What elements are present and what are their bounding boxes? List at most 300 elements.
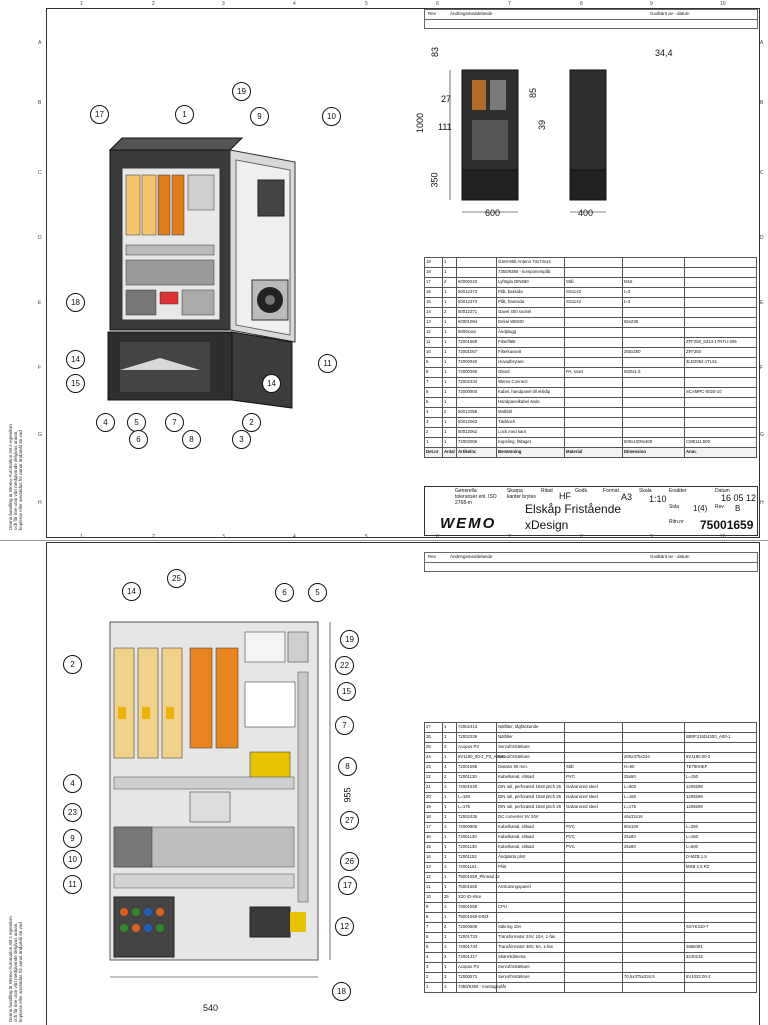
callout-26: 26 [340, 852, 359, 871]
bom-cell-pos: 6 [425, 388, 443, 398]
bom-row [425, 338, 757, 348]
bom-cell-dim: 80x100 [623, 823, 685, 833]
bom-cell-qty: 1 [443, 793, 457, 803]
bom-cell-art: 72001733 [457, 933, 497, 943]
bom-cell-mat: PVC [565, 823, 623, 833]
bom-cell-desc: Ändplatta plint [497, 853, 565, 863]
bom-cell-pos: 12 [425, 873, 443, 883]
bom-header-dim: Dimension [623, 448, 685, 458]
bom-row [425, 983, 757, 993]
bom-cell-note [685, 913, 757, 923]
bom-cell-mat: SS1142 [565, 298, 623, 308]
bom-cell-note [685, 308, 757, 318]
callout-3: 3 [232, 430, 251, 449]
bom-cell-dim [623, 418, 685, 428]
bom-cell-desc: Kabelkanal, slitsad [497, 773, 565, 783]
bom-cell-dim [623, 873, 685, 883]
callout-5: 5 [127, 413, 146, 432]
bom-cell-note [685, 903, 757, 913]
bom-cell-desc: Motbläl [497, 408, 565, 418]
callout-8: 8 [338, 757, 357, 776]
bom-cell-pos: 25 [425, 743, 443, 753]
bom-cell-mat [565, 338, 623, 348]
row-label: H [38, 500, 42, 506]
callout-10: 10 [322, 107, 341, 126]
bom-cell-art: Acopos P3 [457, 743, 497, 753]
bom-cell-dim: 25x80 [623, 843, 685, 853]
bom-cell-art: 72000905 [457, 823, 497, 833]
approved-label: Godkänt av - datum [650, 554, 690, 559]
bom-cell-art: 75001659-DIN3 [457, 913, 497, 923]
bom-cell-dim: 600x1000x400 [623, 438, 685, 448]
bom-cell-qty: 2 [443, 743, 457, 753]
bom-cell-qty: 1 [443, 438, 457, 448]
bom-cell-mat [565, 863, 623, 873]
bom-cell-note: 1206599 [685, 803, 757, 813]
bom-cell-qty: 1 [443, 298, 457, 308]
bom-cell-desc: Servoförstärkare [497, 973, 565, 983]
bom-cell-art: X20 IO-slice [457, 893, 497, 903]
bom-cell-art: 7350/9390 - montageplåt [457, 983, 497, 993]
bom-cell-art: 72000940 [457, 358, 497, 368]
bom-cell-note: TE790HEF [685, 763, 757, 773]
bom-row [425, 308, 757, 318]
callout-9: 9 [250, 107, 269, 126]
bom-cell-dim [623, 923, 685, 933]
bom-cell-mat: PVC [565, 833, 623, 843]
bom-cell-mat [565, 853, 623, 863]
bom-cell-mat [565, 953, 623, 963]
dim-39: 39 [537, 119, 548, 131]
bom-header-pos: Det.nr [425, 448, 443, 458]
bom-row [425, 763, 757, 773]
bom-cell-dim: M20x1.5 [623, 368, 685, 378]
bom-cell-desc: Lyftögla DIN580 [497, 278, 565, 288]
bom-cell-pos: 3 [425, 418, 443, 428]
bom-cell-desc: Transformator 48V, 5A, 1-fas [497, 943, 565, 953]
bom-cell-pos: 9 [425, 903, 443, 913]
bom-cell-art: 72001317 [457, 953, 497, 963]
bom-cell-dim: L=175 [623, 803, 685, 813]
bom-row [425, 913, 757, 923]
bom-cell-note [685, 983, 757, 993]
bom-cell-art: 73001558 [457, 903, 497, 913]
tolerance-label: Generella toleranser enl. ISO 2768-m [455, 488, 497, 506]
bom-cell-art: 72001130 [457, 843, 497, 853]
bom-cell-qty: 1 [443, 803, 457, 813]
bom-cell-mat [565, 438, 623, 448]
bom-cell-desc: DIN rail, perforated 15x8 pitch 25 [497, 803, 565, 813]
bom-cell-mat [565, 388, 623, 398]
bom-cell-note [685, 883, 757, 893]
bom-cell-art: 72000900 [457, 388, 497, 398]
dim-540: 540 [203, 1003, 219, 1013]
bom-cell-desc: Skärmklämma [497, 953, 565, 963]
bom-cell-desc: Ändplugg [497, 328, 565, 338]
bom-cell-qty: 1 [443, 318, 457, 328]
bom-table-2 [424, 722, 757, 993]
bom-cell-art: 72002434 [457, 378, 497, 388]
bom-row [425, 418, 757, 428]
bom-cell-note [685, 933, 757, 943]
row-label: B [760, 100, 764, 106]
bom-cell-note [685, 408, 757, 418]
bom-cell-desc: Plåt, framsida [497, 298, 565, 308]
bom-cell-dim [623, 408, 685, 418]
bom-row [425, 963, 757, 973]
bom-cell-qty: 1 [443, 428, 457, 438]
bom-cell-qty: 2 [443, 278, 457, 288]
format-value: A3 [621, 492, 633, 502]
bom-cell-art: 50012055 [457, 408, 497, 418]
bom-row [425, 953, 757, 963]
date-label: Datum [715, 488, 730, 494]
bom-row [425, 823, 757, 833]
col-label: 9 [650, 534, 653, 540]
bom-cell-note [685, 723, 757, 733]
dim-111: 111 [438, 122, 452, 132]
bom-row [425, 783, 757, 793]
dim-27: 27 [441, 94, 452, 104]
bom-row [425, 973, 757, 983]
bom-cell-qty: 2 [443, 923, 457, 933]
bom-cell-qty: 1 [443, 863, 457, 873]
bom-cell-desc: CPU [497, 903, 565, 913]
bom-cell-pos: 19 [425, 803, 443, 813]
bom-cell-mat [565, 378, 623, 388]
callout-7: 7 [165, 413, 184, 432]
bom-cell-note [685, 893, 757, 903]
bom-cell-dim: t=3 [623, 298, 685, 308]
bom-cell-art: 72001595 [457, 763, 497, 773]
bom-cell-qty: 1 [443, 268, 457, 278]
bom-row [425, 883, 757, 893]
bom-cell-desc: Kapsling, fältaget [497, 438, 565, 448]
row-label: C [760, 170, 764, 176]
bom-cell-art: 50012062 [457, 428, 497, 438]
bom-cell-mat [565, 893, 623, 903]
bom-cell-mat [565, 723, 623, 733]
col-label: 9 [650, 1, 653, 7]
callout-11: 11 [318, 354, 337, 373]
bom-cell-desc: Huvudbrytare [497, 358, 565, 368]
row-label: F [38, 365, 42, 371]
callout-22: 22 [335, 656, 354, 675]
bom-cell-art: 50012063 [457, 418, 497, 428]
scale-value: 1:10 [649, 494, 667, 504]
bom-cell-desc: Lock med kant [497, 428, 565, 438]
bom-cell-art: L=150 [457, 793, 497, 803]
bom-cell-qty: 1 [443, 378, 457, 388]
approved-label: Godk. [575, 488, 589, 494]
bom-cell-dim [623, 743, 685, 753]
bom-cell-dim [623, 943, 685, 953]
bom-cell-note [685, 428, 757, 438]
replaces-label: Ersätter [669, 488, 687, 494]
bom-cell-pos: 24 [425, 753, 443, 763]
bom-cell-pos: 27 [425, 723, 443, 733]
bom-cell-dim [623, 428, 685, 438]
bom-cell-desc: Servoförstärkare [497, 743, 565, 753]
cabinet-isometric-drawing [60, 80, 380, 460]
bom-cell-desc: DIN rail, perforated 15x8 pitch 25 [497, 783, 565, 793]
date-value: 16 05 12 [721, 493, 757, 503]
bom-cell-desc: 7350/9390 - komponentplåt [497, 268, 565, 278]
bom-cell-qty: 2 [443, 308, 457, 318]
bom-cell-pos: 8 [425, 913, 443, 923]
bom-cell-mat [565, 883, 623, 893]
bom-cell-qty: 1 [443, 338, 457, 348]
drawing-number: 75001659 [700, 518, 754, 532]
callout-2: 2 [242, 413, 261, 432]
bom-cell-qty: 1 [443, 418, 457, 428]
bom-cell-art: 72001734 [457, 943, 497, 953]
row-label: A [38, 40, 42, 46]
bom-cell-art: 72001151 [457, 863, 497, 873]
bom-cell-dim [623, 308, 685, 318]
bom-row [425, 853, 757, 863]
callout-4: 4 [96, 413, 115, 432]
bom-cell-desc: Distans 90 mm. [497, 763, 565, 773]
bom-cell-desc: Anslutningspanel [497, 883, 565, 893]
bom-cell-pos: 21 [425, 783, 443, 793]
bom-cell-art: 72001669 [457, 338, 497, 348]
callout-19: 19 [232, 82, 251, 101]
bom-cell-note [685, 743, 757, 753]
bom-cell-qty: 1 [443, 723, 457, 733]
row-label: H [760, 500, 764, 506]
bom-cell-qty: 1 [443, 933, 457, 943]
bom-table-1 [424, 257, 757, 458]
bom-cell-note [685, 278, 757, 288]
bom-cell-pos: 8 [425, 368, 443, 378]
bom-cell-desc: Kabelkanal, slitsad [497, 843, 565, 853]
bom-cell-pos: 14 [425, 853, 443, 863]
surface-label: Skarpa kanter brytes [507, 488, 536, 500]
bom-cell-qty: 2 [443, 408, 457, 418]
col-label: 2 [152, 1, 155, 7]
bom-cell-note [685, 318, 757, 328]
bom-cell-mat: Stål [565, 763, 623, 773]
bom-row [425, 378, 757, 388]
bom-cell-desc: Servoförstärkare [497, 753, 565, 763]
col-label: 5 [365, 534, 368, 540]
bom-cell-qty: 3 [443, 763, 457, 773]
col-label: 6 [436, 1, 439, 7]
bom-cell-dim: 25x60 [623, 773, 685, 783]
bom-cell-mat [565, 753, 623, 763]
bom-row [425, 408, 757, 418]
bom-cell-pos: 17 [425, 823, 443, 833]
bom-row [425, 873, 757, 883]
callout-18: 18 [66, 293, 85, 312]
bom-cell-art: 8V1180_00-2_P3_ASM1 [457, 753, 497, 763]
bom-cell-note: 8V1180.00-2 [685, 753, 757, 763]
row-label: B [38, 100, 42, 106]
bom-cell-note: 2868491 [685, 943, 757, 953]
bom-cell-art: 72001057 [457, 348, 497, 358]
bom-cell-pos: 3 [425, 963, 443, 973]
ownership-note: Denna handling är Wemo-Automation AB:s egendom och får inte utan vårt medgivande delgivas annan, kopieras eller användas för annat ändamål än vad [8, 424, 23, 530]
callout-18: 18 [332, 982, 351, 1001]
col-label: 4 [293, 1, 296, 7]
bom-row [425, 793, 757, 803]
column-ruler [0, 534, 768, 542]
bom-cell-desc: Filterkassett [497, 348, 565, 358]
bom-cell-qty: 1 [443, 963, 457, 973]
bom-cell-note: ZFF250 [685, 348, 757, 358]
bom-cell-dim [623, 953, 685, 963]
bom-cell-pos: 18 [425, 813, 443, 823]
bom-cell-dim: 46x32x16 [623, 813, 685, 823]
bom-cell-desc [497, 873, 565, 883]
bom-cell-qty: 1 [443, 903, 457, 913]
callout-9: 9 [63, 829, 82, 848]
bom-row [425, 288, 757, 298]
bom-header-note: Anm. [685, 448, 757, 458]
bom-cell-pos: 7 [425, 923, 443, 933]
bom-cell-dim [623, 983, 685, 993]
bom-cell-note: 1206599 [685, 793, 757, 803]
bom-cell-note [685, 378, 757, 388]
bom-cell-mat [565, 983, 623, 993]
bom-row [425, 923, 757, 933]
rev-value: B [735, 504, 741, 513]
bom-cell-mat [565, 318, 623, 328]
bom-cell-pos: 1 [425, 438, 443, 448]
bom-row [425, 368, 757, 378]
bom-cell-pos: 2 [425, 973, 443, 983]
bom-cell-mat [565, 943, 623, 953]
col-label: 7 [508, 1, 511, 7]
bom-cell-note [685, 963, 757, 973]
row-ruler-left [38, 0, 46, 540]
bom-cell-desc: DIN rail, perforated 15x8 pitch 25 [497, 793, 565, 803]
col-label: 3 [222, 534, 225, 540]
bom-cell-dim: 25x80 [623, 833, 685, 843]
bom-cell-dim [623, 358, 685, 368]
bom-row [425, 298, 757, 308]
bom-cell-mat [565, 973, 623, 983]
bom-cell-qty: 1 [443, 328, 457, 338]
bom-cell-art: 6000xxxx [457, 328, 497, 338]
bom-cell-dim [623, 398, 685, 408]
bom-cell-note [685, 258, 757, 268]
bom-cell-pos: 9 [425, 358, 443, 368]
dim-600: 600 [485, 208, 501, 218]
bom-cell-dim [623, 903, 685, 913]
bom-cell-art: 60000243 [457, 278, 497, 288]
bom-cell-dim [623, 863, 685, 873]
callout-27: 27 [340, 811, 359, 830]
bom-cell-note [685, 268, 757, 278]
bom-cell-mat [565, 903, 623, 913]
change-label: Ändringsmeddelande [450, 11, 493, 16]
bom-cell-pos: 13 [425, 863, 443, 873]
row-label: G [760, 432, 764, 438]
drawn-value: HF [559, 491, 571, 501]
bom-cell-note: ZFF250_6314-17NTU-206 [685, 338, 757, 348]
bom-cell-mat: Stål [565, 278, 623, 288]
bom-cell-note: L=350 [685, 823, 757, 833]
sheet-value: 1(4) [693, 504, 708, 513]
revision-row [424, 19, 758, 29]
bom-cell-qty: 25 [443, 893, 457, 903]
bom-cell-desc: Plint [497, 863, 565, 873]
col-label: 10 [720, 534, 726, 540]
bom-cell-note: L=160 [685, 833, 757, 843]
bom-cell-note [685, 288, 757, 298]
bom-cell-pos: 5 [425, 398, 443, 408]
bom-cell-pos: 19 [425, 258, 443, 268]
bom-cell-note: L=150 [685, 773, 757, 783]
bom-cell-pos: 1 [425, 983, 443, 993]
bom-cell-dim [623, 883, 685, 893]
bom-cell-dim: 65x235 [623, 318, 685, 328]
bom-cell-dim [623, 913, 685, 923]
bom-cell-desc: Gland [497, 368, 565, 378]
bom-cell-pos: 23 [425, 763, 443, 773]
bom-cell-qty: 1 [443, 853, 457, 863]
col-label: 3 [222, 1, 225, 7]
bom-cell-qty: 1 [443, 368, 457, 378]
bom-cell-pos: 6 [425, 933, 443, 943]
bom-cell-qty: 1 [443, 823, 457, 833]
bom-cell-mat [565, 913, 623, 923]
bom-cell-mat [565, 813, 623, 823]
bom-cell-desc [497, 893, 565, 903]
bom-cell-dim: L=150 [623, 793, 685, 803]
row-label: E [760, 300, 764, 306]
bom-header-mat: Material [565, 448, 623, 458]
bom-cell-desc: Gavel 400 sockel [497, 308, 565, 318]
bom-cell-qty: 3 [443, 953, 457, 963]
bom-cell-mat [565, 258, 623, 268]
bom-row [425, 348, 757, 358]
bom-cell-mat [565, 933, 623, 943]
bom-cell-art [457, 268, 497, 278]
bom-cell-qty: 1 [443, 398, 457, 408]
bom-cell-mat: SS1142 [565, 288, 623, 298]
dim-350: 350 [429, 172, 440, 188]
bom-cell-dim [623, 733, 685, 743]
bom-cell-desc: Nätfilter, tågfäckande [497, 723, 565, 733]
callout-6: 6 [129, 430, 148, 449]
bom-cell-note [685, 418, 757, 428]
callout-17: 17 [338, 876, 357, 895]
dim-83: 83 [430, 46, 441, 58]
bom-row [425, 813, 757, 823]
bom-cell-mat [565, 963, 623, 973]
bom-cell-desc: Filterfläkt [497, 338, 565, 348]
bom-row [425, 933, 757, 943]
bom-cell-mat [565, 398, 623, 408]
bom-header-desc: Benämning [497, 448, 565, 458]
callout-12: 12 [335, 917, 354, 936]
bom-cell-desc: GSM-865 Antenn 73x73x14 [497, 258, 565, 268]
bom-row [425, 328, 757, 338]
bom-row [425, 428, 757, 438]
bom-cell-mat [565, 348, 623, 358]
callout-4: 4 [63, 774, 82, 793]
bom-cell-art: 72001130 [457, 833, 497, 843]
bom-cell-desc: Plåt, baksida [497, 288, 565, 298]
bom-cell-dim: 70,5x375x234,5 [623, 973, 685, 983]
bom-cell-note: MSB 2,5 RZ [685, 863, 757, 873]
bom-cell-art: 72002413 [457, 723, 497, 733]
bom-row [425, 438, 757, 448]
row-label: F [760, 365, 764, 371]
